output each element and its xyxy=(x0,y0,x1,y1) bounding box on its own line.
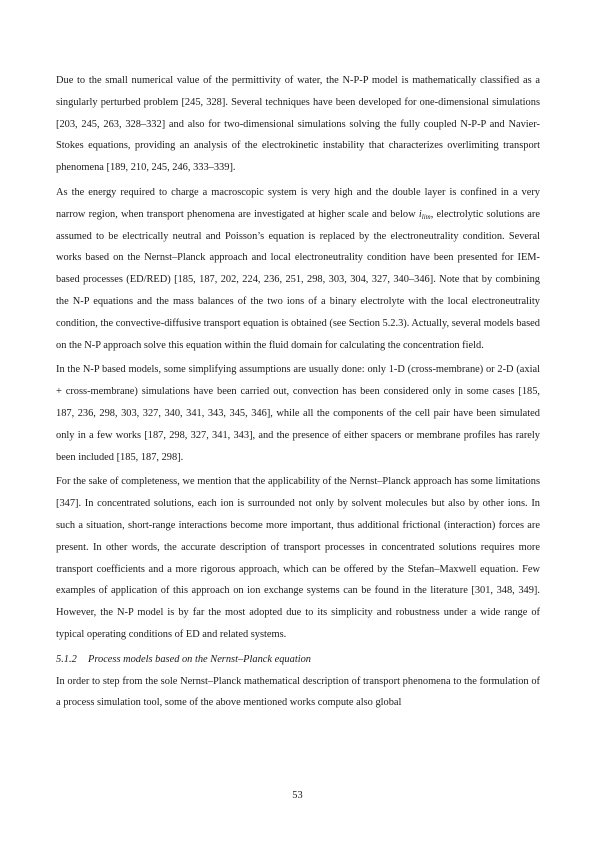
paragraph-limitations: For the sake of completeness, we mention that the applicability of the Nernst–Planck approach has some limitations [347]. In concentrated solutions, each ion is surrounded not only by solvent molecules but also by other ions. In such a situation, short-range interactions become more important, thus additional frictional (interaction) forces are present. In other words, the accurate description of transport processes in concentrated solutions requires more transport coefficients and a more rigorous approach, which can be offered by the Stefan–Maxwell equation. Few examples of application of this approach on ion exchange systems can be found in the literature [301, 348, 349]. However, the N-P model is by far the most adopted due to its simplicity and robustness under a wide range of typical operating conditions of ED and related systems. xyxy=(56,476,540,640)
paragraph-text-start: As the energy required to charge a macroscopic system is very high and the double layer is confined in a very narrow region, when transport phenomena are investigated at higher scale and below xyxy=(56,186,540,220)
paragraph-process-simulation: In order to step from the sole Nernst–Planck mathematical description of transport phenomena to the formulation of a process simulation tool, some of the above mentioned works compute also global xyxy=(56,675,540,709)
section-heading xyxy=(56,649,540,671)
paragraph-electroneutrality xyxy=(56,182,540,356)
paragraph-npp-model: Due to the small numerical value of the permittivity of water, the N-P-P model is mathematically classified as a singularly perturbed problem [245, 328]. Several techniques have been developed for one-dimensional simulations [203, 245, 263, 328–332] and also for two-dimensional simulations solving the fully coupled N-P-P and Navier-Stokes equations, providing an analysis of the electrokinetic instability that characterizes overlimiting transport phenomena [189, 210, 245, 246, 333–339]. xyxy=(56,75,540,174)
paragraph-simplifying-assumptions: In the N-P based models, some simplifying assumptions are usually done: only 1-D (cross-membrane) or 2-D (axial + cross-membrane) simulations have been carried out, convection has been considered only in some cases [185, 187, 236, 298, 303, 327, 340, 341, 343, 345, 346], while all the components of the cell pair have been simulated only in a few works [187, 298, 327, 341, 343], and the presence of either spacers or membrane profiles has rarely been included [185, 187, 298]. xyxy=(56,364,540,463)
paragraph-text-end: , electrolytic solutions are assumed to be electrically neutral and Poisson’s equation is replaced by the electroneutrality condition. Several works based on the Nernst–Planck approach and local electroneutrality condition have been presented for IEM-based processes (ED/RED) [185, 187, 202, 224, 236, 251, 298, 303, 304, 327, 340–346]. Note that by combining the N-P equations and the mass balances of the two ions of a binary electrolyte with the local electroneutrality condition, the convective-diffusive transport equation is obtained (see Section 5.2.3). Actually, several models based on the N-P approach solve this equation within the fluid domain for calculating the concentration field. xyxy=(56,208,540,351)
body-text xyxy=(56,70,540,717)
section-title: Process models based on the Nernst–Planck equation xyxy=(88,653,311,665)
section-number: 5.1.2 xyxy=(56,653,77,665)
limiting-current-subscript: lim xyxy=(421,212,431,221)
limiting-current-symbol: i xyxy=(418,208,422,220)
page-number: 53 xyxy=(292,790,303,801)
